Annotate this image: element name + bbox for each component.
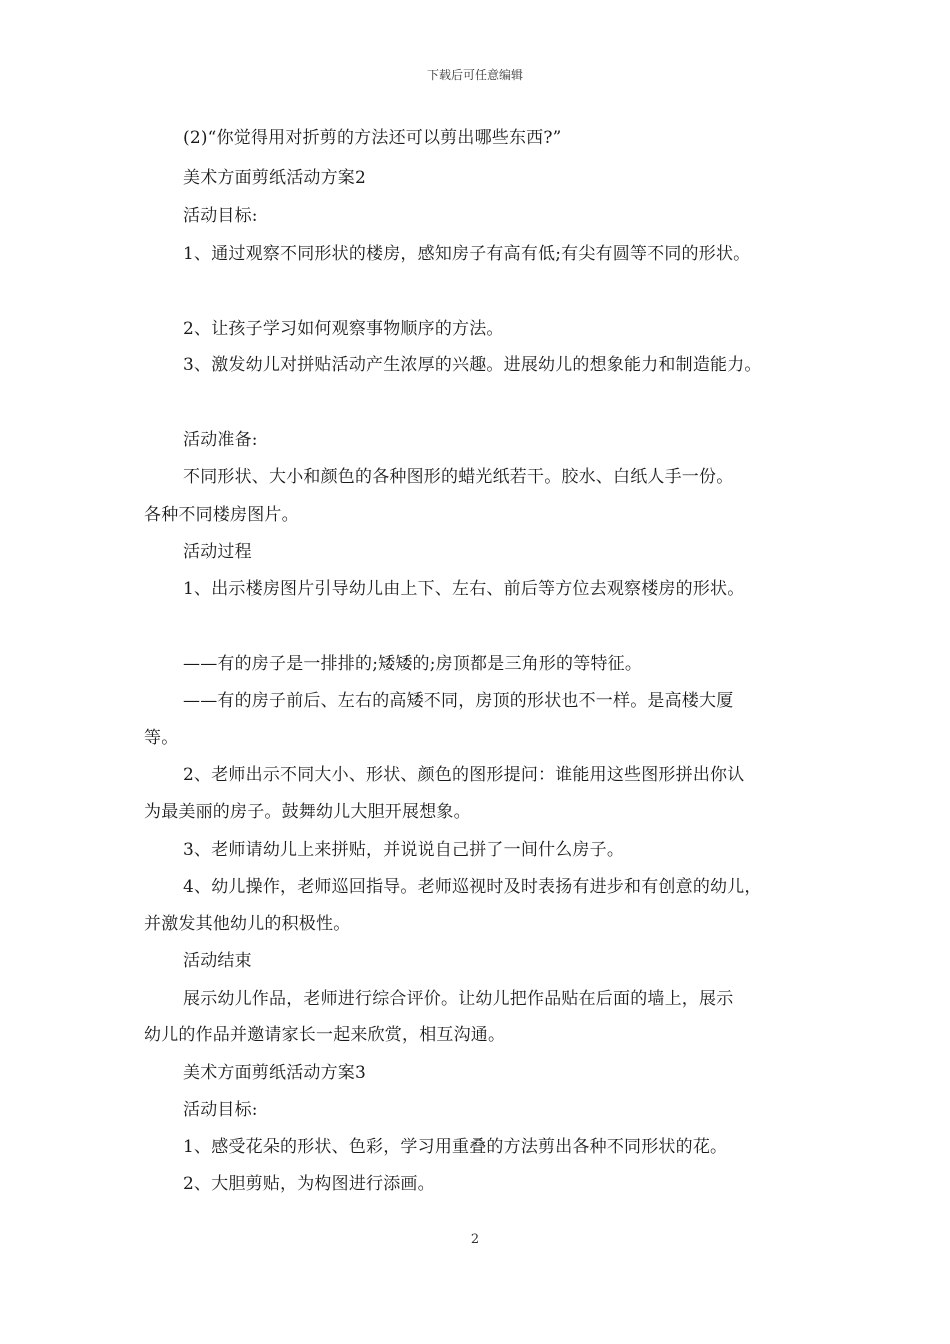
text-line: (2)“你觉得用对折剪的方法还可以剪出哪些东西?”	[183, 128, 562, 148]
text-line: 3、激发幼儿对拼贴活动产生浓厚的兴趣。进展幼儿的想象能力和制造能力。	[183, 355, 762, 375]
subheading: 活动结束	[183, 951, 252, 971]
text-line: 幼儿的作品并邀请家长一起来欣赏，相互沟通。	[144, 1025, 506, 1045]
text-line: ——有的房子前后、左右的高矮不同，房顶的形状也不一样。是高楼大厦	[183, 691, 734, 711]
text-line: 2、老师出示不同大小、形状、颜色的图形提问：谁能用这些图形拼出你认	[183, 765, 745, 785]
text-line: 3、老师请幼儿上来拼贴，并说说自己拼了一间什么房子。	[183, 840, 625, 860]
subheading: 活动目标:	[183, 1100, 258, 1120]
subheading: 活动准备:	[183, 430, 258, 450]
text-line: 不同形状、大小和颜色的各种图形的蜡光纸若干。胶水、白纸人手一份。	[183, 467, 734, 487]
text-line: 等。	[144, 728, 179, 748]
text-line: 4、幼儿操作，老师巡回指导。老师巡视时及时表扬有进步和有创意的幼儿，	[183, 877, 762, 897]
text-line: 并激发其他幼儿的积极性。	[144, 914, 351, 934]
text-line: 1、感受花朵的形状、色彩，学习用重叠的方法剪出各种不同形状的花。	[183, 1137, 728, 1157]
text-line: ——有的房子是一排排的;矮矮的;房顶都是三角形的等特征。	[183, 654, 643, 674]
text-line: 各种不同楼房图片。	[144, 505, 299, 525]
page-header: 下载后可任意编辑	[426, 68, 523, 82]
page-number: 2	[470, 1232, 480, 1247]
text-line: 展示幼儿作品，老师进行综合评价。让幼儿把作品贴在后面的墙上，展示	[183, 989, 734, 1009]
subheading: 活动过程	[183, 542, 252, 562]
text-line: 2、让孩子学习如何观察事物顺序的方法。	[183, 319, 504, 339]
section-title: 美术方面剪纸活动方案2	[183, 168, 367, 188]
text-line: 2、大胆剪贴，为构图进行添画。	[183, 1174, 435, 1194]
section-title: 美术方面剪纸活动方案3	[183, 1063, 367, 1083]
text-line: 为最美丽的房子。鼓舞幼儿大胆开展想象。	[144, 802, 471, 822]
subheading: 活动目标:	[183, 206, 258, 226]
text-line: 1、出示楼房图片引导幼儿由上下、左右、前后等方位去观察楼房的形状。	[183, 579, 745, 599]
text-line: 1、通过观察不同形状的楼房，感知房子有高有低;有尖有圆等不同的形状。	[183, 244, 751, 264]
